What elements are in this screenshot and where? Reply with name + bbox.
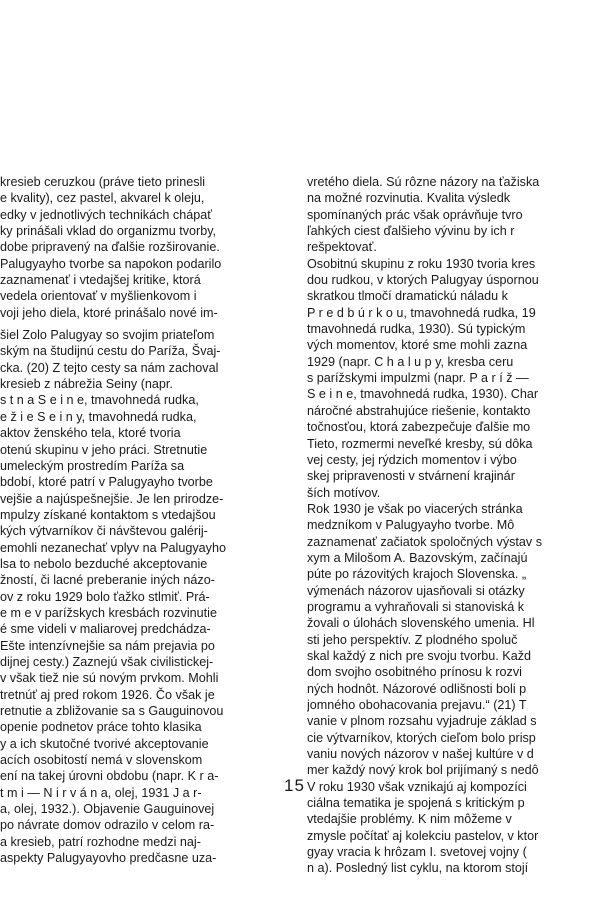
text-line: ľahkých ciest ďalšieho vývinu by ich r — [307, 224, 515, 239]
text-line: jomného obohacovania prejavu.“ (21) T — [307, 698, 527, 712]
text-line: umeleckým prostredím Paríža sa — [0, 458, 185, 473]
text-line: zaznamenať začiatok spoločných výstav s — [307, 534, 543, 549]
text-line: aspekty Palugyayovho predčasne uza- — [0, 851, 217, 866]
text-line: emohli nezanechať vplyv na Palugyayho — [0, 540, 226, 555]
text-line: t m i — N i r v á n a, olej, 1931 J a r- — [0, 785, 202, 800]
text-line: a kresieb, patrí rozhodne medzi naj- — [0, 834, 201, 849]
left-text-column — [0, 174, 290, 866]
text-line: Rok 1930 je však po viacerých stránka — [307, 501, 523, 516]
text-line: Palugyayho tvorbe sa napokon podarilo — [0, 256, 222, 271]
text-line: vanie v plnom rozsahu vyjadruje základ s — [307, 714, 537, 729]
text-line: medzníkom v Palugyayho tvorbe. Mô — [307, 518, 515, 533]
text-line: ciálna tematika je spojená s kritickým p — [307, 796, 525, 811]
text-line: vej cesty, jej rýdzich momentov i výbo — [307, 452, 517, 467]
text-line: šiel Zolo Palugyay so svojim priateľom — [0, 328, 215, 343]
text-line: tmavohnedá rudka, 1930). Sú typickým — [307, 322, 526, 337]
text-line: e m e v parížskych kresbách rozvinutie — [0, 605, 217, 620]
text-line: vedela orientovať v myšlienkovom i — [0, 289, 197, 304]
text-line: S e i n e, tmavohnedá rudka, 1930). Char — [307, 387, 539, 402]
text-line: ky prinášali vklad do organizmu tvorby, — [0, 224, 217, 239]
text-line: dou rudkou, v ktorých Palugyay úspornou — [307, 273, 539, 288]
text-line: otenú skupinu v jeho práci. Stretnutie — [0, 442, 208, 457]
text-line: na možné rozvinutia. Kvalita výsledk — [307, 191, 510, 206]
text-line: skal každý z nich pre svoju tvorbu. Každ — [307, 648, 531, 663]
text-line: vých momentov, ktoré sme mohli zazna — [307, 338, 528, 353]
text-line: tretnúť aj pred rokom 1926. Čo však je — [0, 687, 215, 702]
text-line: openie podnetov práce tohto klasika — [0, 720, 202, 735]
text-line: Ešte intenzívnejšie sa nám prejavia po — [0, 638, 215, 653]
text-line: retnutie a zbližovanie sa s Gauguinovou — [0, 704, 224, 718]
text-line: y a ich skutočné tvorivé akceptovanie — [0, 736, 209, 751]
text-line: edky v jednotlivých technikách chápať — [0, 207, 212, 222]
text-line: točnosťou, ktorá zabezpečuje ďalšie mo — [307, 420, 531, 435]
text-line: P r e d b ú r k o u, tmavohnedá rudka, 19 — [307, 305, 536, 320]
text-line: e ž i e S e i n y, tmavohnedá rudka, — [0, 409, 197, 424]
text-line: náročné abstrahujúce riešenie, kontakto — [307, 403, 531, 418]
text-line: é sme videli v maliarovej predchádza- — [0, 622, 211, 637]
text-line: voji jeho diela, ktoré prinášalo nové im- — [0, 305, 218, 320]
text-line: e kvality), cez pastel, akvarel k oleju, — [0, 191, 205, 206]
text-line: výmenách názorov ujasňovali si otázky — [307, 583, 525, 598]
text-line: skratkou tlmočí dramatickú náladu k — [307, 289, 508, 304]
text-line: cka. (20) Z tejto cesty sa nám zachoval — [0, 360, 219, 375]
text-line: programu a vyhraňovali si stanoviská k — [307, 599, 524, 614]
right-text-column — [307, 174, 600, 877]
text-line: ných hodnôt. Názorové odlišnosti boli p — [307, 681, 527, 696]
text-line: vejšie a najúspešnejšie. Je len prirodze- — [0, 491, 224, 506]
text-line: zaznamenať i vtedajšej kritike, ktorá — [0, 273, 201, 288]
text-line: žností, či lacné preberanie iných názo- — [0, 573, 215, 588]
text-line: aktov ženského tela, ktoré tvoria — [0, 426, 181, 441]
text-line: cie výtvarníkov, ktorých cieľom bolo prisp — [307, 730, 536, 745]
text-line: vaniu nových názorov v našej kultúre v d — [307, 747, 534, 762]
text-line: 1929 (napr. C h a l u p y, kresba ceru — [307, 354, 514, 369]
text-line: lsa to nebolo bezduché akceptovanie — [0, 556, 208, 571]
text-line: rešpektovať. — [307, 240, 377, 255]
text-line: kých výtvarníkov či návštevou galérij- — [0, 524, 208, 539]
text-line: acích osobitostí nemá v slovenskom — [0, 753, 203, 768]
text-line: s parížskymi impulzmi (napr. P a r í ž — — [307, 371, 529, 386]
text-line: vtedajšie problémy. K nim môžeme v — [307, 812, 512, 827]
text-line: ších motívov. — [307, 485, 381, 500]
text-line: sti jeho perspektív. Z plodného spoluč — [307, 632, 518, 647]
text-line: Tieto, rozmermi neveľké kresby, sú dôka — [307, 436, 533, 451]
text-line: púte po rázovitých krajoch Slovenska. „ — [307, 567, 527, 582]
text-line: mer každý nový krok bol prijímaný s nedô — [307, 763, 539, 778]
text-line: spomínaných prác však oprávňuje tvro — [307, 207, 523, 222]
text-line: vretého diela. Sú rôzne názory na ťažiska — [307, 175, 540, 189]
text-line: kresieb ceruzkou (práve tieto prinesli — [0, 175, 206, 189]
text-line: dom svojho osobitného prínosu k rozvi — [307, 665, 522, 680]
text-line: ským na študijnú cestu do Paríža, Švaj- — [0, 344, 221, 359]
text-line: zmysle počítať aj kolekciu pastelov, v ktor — [307, 828, 539, 843]
text-line: a, olej, 1932.). Objavenie Gauguinovej — [0, 802, 215, 817]
text-line: dijnej cesty.) Zaznejú však civilistickej- — [0, 654, 214, 669]
page-number: 15 — [284, 776, 305, 795]
text-line: žovali o úlohách slovenského umenia. Hl — [307, 616, 535, 631]
text-line: po návrate domov odrazilo v celom ra- — [0, 818, 215, 833]
text-line: bdobí, ktoré patrí v Palugyayho tvorbe — [0, 475, 213, 490]
text-line: v však tiež nie sú novým prvkom. Mohli — [0, 671, 219, 686]
text-line: Osobitnú skupinu z roku 1930 tvoria kres — [307, 256, 536, 271]
text-line: ov z roku 1929 bolo ťažko stlmiť. Prá- — [0, 589, 210, 604]
text-line: V roku 1930 však vznikajú aj kompozíci — [307, 779, 527, 794]
text-line: n a). Posledný list cyklu, na ktorom stojí — [307, 861, 529, 876]
text-line: s t n a S e i n e, tmavohnedá rudka, — [0, 393, 199, 408]
text-line: kresieb z nábrežia Seiny (napr. — [0, 377, 173, 392]
text-line: xym a Milošom A. Bazovským, začínajú — [307, 550, 528, 565]
text-line: dobe pripravený na ďalšie rozširovanie. — [0, 240, 220, 255]
text-line: mpulzy získané kontaktom s vtedajšou — [0, 507, 216, 522]
text-line: gyay vracia k hrôzam I. svetovej vojny ( — [307, 845, 527, 860]
text-line: skej pripravenosti v stvárnení krajinár — [307, 469, 515, 484]
text-line: ení na takej úrovni obdobu (napr. K r a- — [0, 769, 219, 784]
